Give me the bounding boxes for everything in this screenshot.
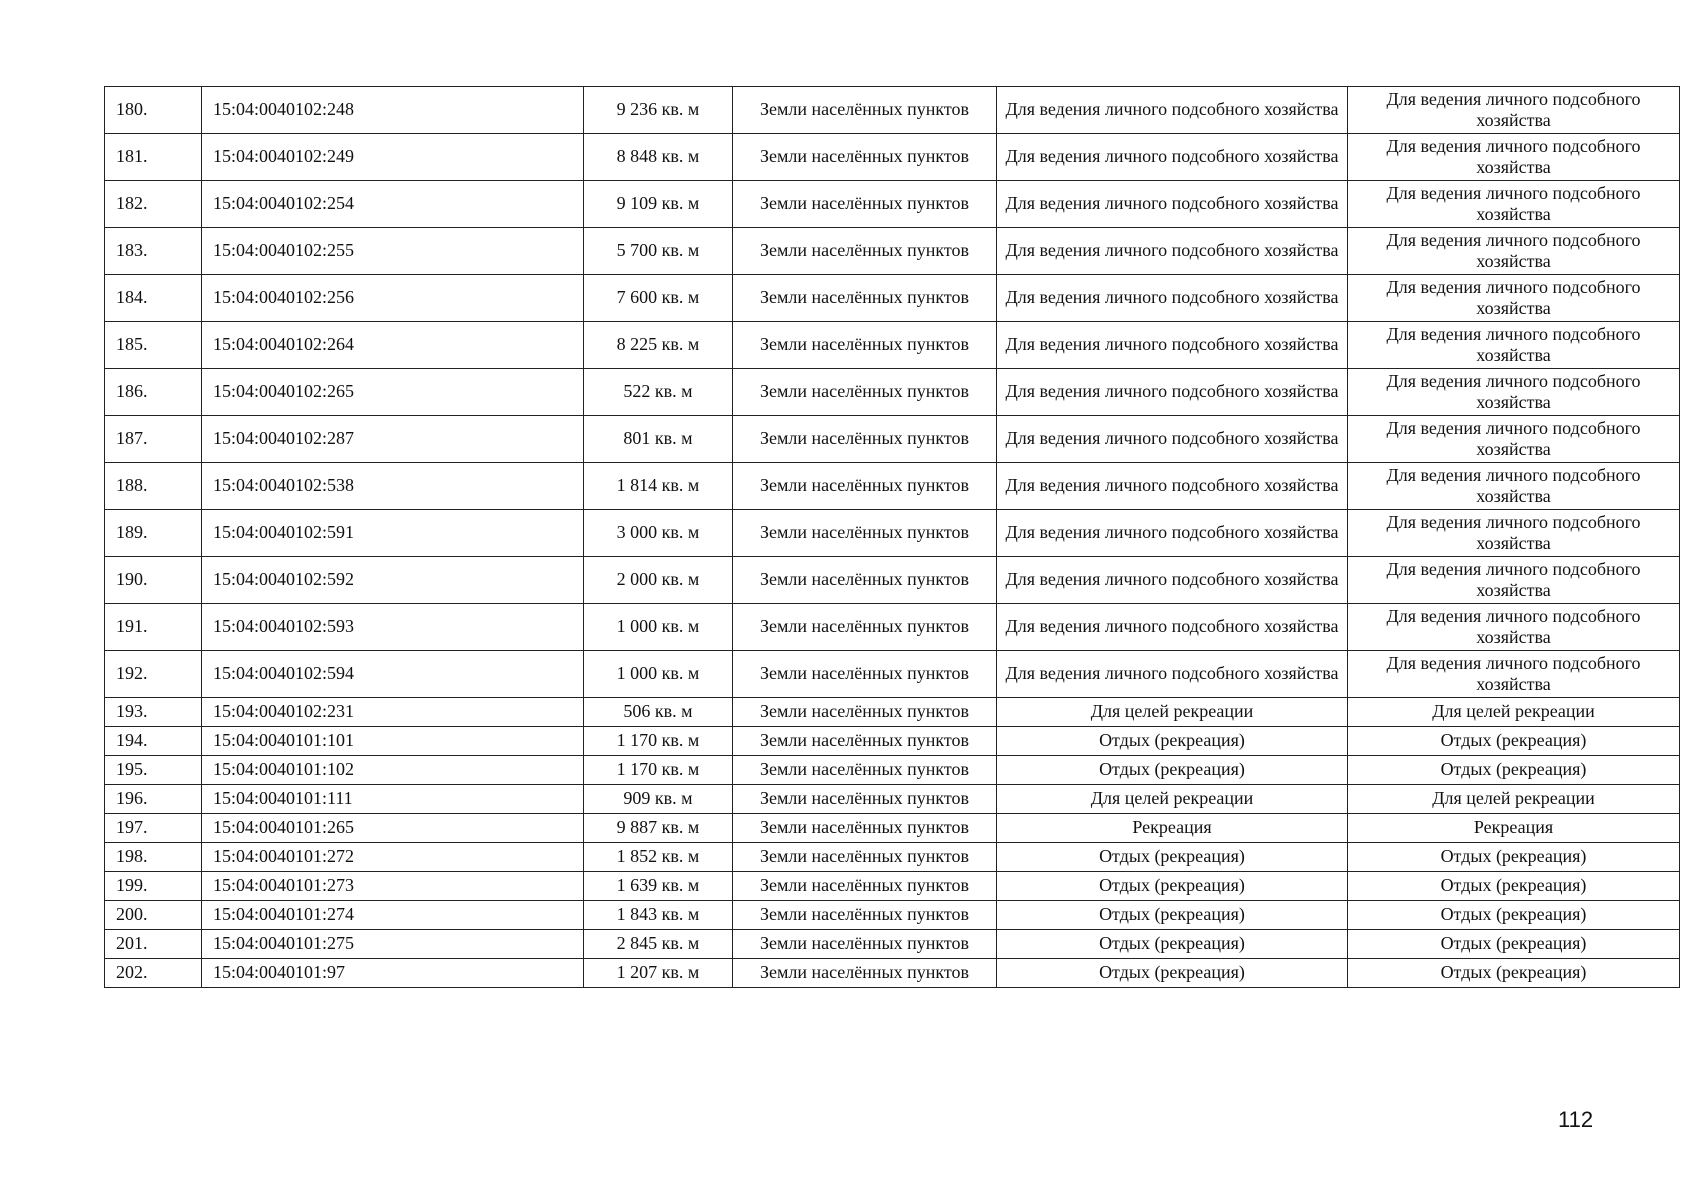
permitted-use-cell: Для ведения личного подсобного хозяйства xyxy=(997,416,1348,463)
table-row xyxy=(105,651,1680,698)
plot-area-cell: 3 000 кв. м xyxy=(584,510,733,557)
row-number-cell: 184. xyxy=(105,275,202,322)
cadastral-number-cell: 15:04:0040102:248 xyxy=(202,87,584,134)
row-number-cell: 187. xyxy=(105,416,202,463)
row-number-cell: 191. xyxy=(105,604,202,651)
actual-use-cell: Для целей рекреации xyxy=(1348,698,1680,727)
permitted-use-cell: Для целей рекреации xyxy=(997,698,1348,727)
permitted-use-cell: Для целей рекреации xyxy=(997,785,1348,814)
permitted-use-cell: Для ведения личного подсобного хозяйства xyxy=(997,510,1348,557)
row-number-cell: 185. xyxy=(105,322,202,369)
land-category-cell: Земли населённых пунктов xyxy=(733,87,997,134)
plot-area-cell: 8 225 кв. м xyxy=(584,322,733,369)
row-number-cell: 182. xyxy=(105,181,202,228)
table-row xyxy=(105,134,1680,181)
actual-use-cell: Отдых (рекреация) xyxy=(1348,930,1680,959)
plot-area-cell: 2 845 кв. м xyxy=(584,930,733,959)
table-row xyxy=(105,959,1680,988)
land-category-cell: Земли населённых пунктов xyxy=(733,814,997,843)
plot-area-cell: 522 кв. м xyxy=(584,369,733,416)
permitted-use-cell: Для ведения личного подсобного хозяйства xyxy=(997,651,1348,698)
cadastral-number-cell: 15:04:0040101:97 xyxy=(202,959,584,988)
row-number-cell: 181. xyxy=(105,134,202,181)
actual-use-cell: Для ведения личного подсобного хозяйства xyxy=(1348,275,1680,322)
cadastral-number-cell: 15:04:0040101:111 xyxy=(202,785,584,814)
table-row xyxy=(105,901,1680,930)
permitted-use-cell: Отдых (рекреация) xyxy=(997,959,1348,988)
land-category-cell: Земли населённых пунктов xyxy=(733,901,997,930)
cadastral-number-cell: 15:04:0040102:255 xyxy=(202,228,584,275)
land-category-cell: Земли населённых пунктов xyxy=(733,843,997,872)
cadastral-number-cell: 15:04:0040101:273 xyxy=(202,872,584,901)
actual-use-cell: Для ведения личного подсобного хозяйства xyxy=(1348,228,1680,275)
row-number-cell: 180. xyxy=(105,87,202,134)
actual-use-cell: Отдых (рекреация) xyxy=(1348,959,1680,988)
table-row xyxy=(105,930,1680,959)
actual-use-cell: Отдых (рекреация) xyxy=(1348,901,1680,930)
plot-area-cell: 1 170 кв. м xyxy=(584,756,733,785)
land-category-cell: Земли населённых пунктов xyxy=(733,651,997,698)
actual-use-cell: Для ведения личного подсобного хозяйства xyxy=(1348,651,1680,698)
row-number-cell: 183. xyxy=(105,228,202,275)
actual-use-cell: Отдых (рекреация) xyxy=(1348,843,1680,872)
table-row xyxy=(105,416,1680,463)
actual-use-cell: Для ведения личного подсобного хозяйства xyxy=(1348,87,1680,134)
plot-area-cell: 5 700 кв. м xyxy=(584,228,733,275)
table-row xyxy=(105,872,1680,901)
table-row xyxy=(105,181,1680,228)
row-number-cell: 194. xyxy=(105,727,202,756)
actual-use-cell: Для ведения личного подсобного хозяйства xyxy=(1348,134,1680,181)
actual-use-cell: Отдых (рекреация) xyxy=(1348,727,1680,756)
actual-use-cell: Для целей рекреации xyxy=(1348,785,1680,814)
cadastral-number-cell: 15:04:0040102:265 xyxy=(202,369,584,416)
plot-area-cell: 801 кв. м xyxy=(584,416,733,463)
plot-area-cell: 1 170 кв. м xyxy=(584,727,733,756)
land-category-cell: Земли населённых пунктов xyxy=(733,369,997,416)
cadastral-number-cell: 15:04:0040102:249 xyxy=(202,134,584,181)
table-row xyxy=(105,228,1680,275)
permitted-use-cell: Отдых (рекреация) xyxy=(997,727,1348,756)
permitted-use-cell: Для ведения личного подсобного хозяйства xyxy=(997,322,1348,369)
land-category-cell: Земли населённых пунктов xyxy=(733,930,997,959)
permitted-use-cell: Для ведения личного подсобного хозяйства xyxy=(997,275,1348,322)
plot-area-cell: 7 600 кв. м xyxy=(584,275,733,322)
plot-area-cell: 1 000 кв. м xyxy=(584,604,733,651)
land-category-cell: Земли населённых пунктов xyxy=(733,756,997,785)
actual-use-cell: Отдых (рекреация) xyxy=(1348,872,1680,901)
permitted-use-cell: Отдых (рекреация) xyxy=(997,756,1348,785)
actual-use-cell: Для ведения личного подсобного хозяйства xyxy=(1348,604,1680,651)
permitted-use-cell: Для ведения личного подсобного хозяйства xyxy=(997,604,1348,651)
table-row xyxy=(105,275,1680,322)
permitted-use-cell: Для ведения личного подсобного хозяйства xyxy=(997,87,1348,134)
cadastral-number-cell: 15:04:0040102:256 xyxy=(202,275,584,322)
plot-area-cell: 1 639 кв. м xyxy=(584,872,733,901)
land-category-cell: Земли населённых пунктов xyxy=(733,727,997,756)
actual-use-cell: Для ведения личного подсобного хозяйства xyxy=(1348,510,1680,557)
table-row xyxy=(105,698,1680,727)
row-number-cell: 189. xyxy=(105,510,202,557)
table-row xyxy=(105,557,1680,604)
table-row xyxy=(105,510,1680,557)
land-plots-table xyxy=(104,86,1680,988)
cadastral-number-cell: 15:04:0040102:538 xyxy=(202,463,584,510)
land-category-cell: Земли населённых пунктов xyxy=(733,872,997,901)
table-row xyxy=(105,604,1680,651)
plot-area-cell: 1 000 кв. м xyxy=(584,651,733,698)
row-number-cell: 200. xyxy=(105,901,202,930)
land-category-cell: Земли населённых пунктов xyxy=(733,557,997,604)
table-row xyxy=(105,814,1680,843)
row-number-cell: 192. xyxy=(105,651,202,698)
plot-area-cell: 9 887 кв. м xyxy=(584,814,733,843)
table-row xyxy=(105,369,1680,416)
permitted-use-cell: Для ведения личного подсобного хозяйства xyxy=(997,557,1348,604)
permitted-use-cell: Для ведения личного подсобного хозяйства xyxy=(997,463,1348,510)
row-number-cell: 196. xyxy=(105,785,202,814)
row-number-cell: 190. xyxy=(105,557,202,604)
cadastral-number-cell: 15:04:0040102:593 xyxy=(202,604,584,651)
row-number-cell: 188. xyxy=(105,463,202,510)
cadastral-number-cell: 15:04:0040101:102 xyxy=(202,756,584,785)
cadastral-number-cell: 15:04:0040101:101 xyxy=(202,727,584,756)
land-category-cell: Земли населённых пунктов xyxy=(733,181,997,228)
land-category-cell: Земли населённых пунктов xyxy=(733,275,997,322)
land-category-cell: Земли населённых пунктов xyxy=(733,510,997,557)
table-row xyxy=(105,785,1680,814)
actual-use-cell: Для ведения личного подсобного хозяйства xyxy=(1348,181,1680,228)
permitted-use-cell: Отдых (рекреация) xyxy=(997,843,1348,872)
plot-area-cell: 506 кв. м xyxy=(584,698,733,727)
permitted-use-cell: Для ведения личного подсобного хозяйства xyxy=(997,228,1348,275)
row-number-cell: 197. xyxy=(105,814,202,843)
plot-area-cell: 9 109 кв. м xyxy=(584,181,733,228)
land-category-cell: Земли населённых пунктов xyxy=(733,228,997,275)
row-number-cell: 186. xyxy=(105,369,202,416)
plot-area-cell: 2 000 кв. м xyxy=(584,557,733,604)
land-category-cell: Земли населённых пунктов xyxy=(733,322,997,369)
cadastral-number-cell: 15:04:0040102:287 xyxy=(202,416,584,463)
actual-use-cell: Для ведения личного подсобного хозяйства xyxy=(1348,416,1680,463)
land-category-cell: Земли населённых пунктов xyxy=(733,785,997,814)
land-category-cell: Земли населённых пунктов xyxy=(733,134,997,181)
cadastral-number-cell: 15:04:0040102:592 xyxy=(202,557,584,604)
cadastral-number-cell: 15:04:0040102:264 xyxy=(202,322,584,369)
actual-use-cell: Для ведения личного подсобного хозяйства xyxy=(1348,369,1680,416)
row-number-cell: 195. xyxy=(105,756,202,785)
table-row xyxy=(105,756,1680,785)
row-number-cell: 201. xyxy=(105,930,202,959)
actual-use-cell: Для ведения личного подсобного хозяйства xyxy=(1348,557,1680,604)
land-category-cell: Земли населённых пунктов xyxy=(733,463,997,510)
row-number-cell: 193. xyxy=(105,698,202,727)
land-category-cell: Земли населённых пунктов xyxy=(733,604,997,651)
land-category-cell: Земли населённых пунктов xyxy=(733,416,997,463)
plot-area-cell: 1 814 кв. м xyxy=(584,463,733,510)
cadastral-number-cell: 15:04:0040101:265 xyxy=(202,814,584,843)
table-row xyxy=(105,843,1680,872)
cadastral-number-cell: 15:04:0040102:591 xyxy=(202,510,584,557)
cadastral-number-cell: 15:04:0040102:254 xyxy=(202,181,584,228)
page-number: 112 xyxy=(1558,1107,1594,1132)
permitted-use-cell: Для ведения личного подсобного хозяйства xyxy=(997,181,1348,228)
actual-use-cell: Отдых (рекреация) xyxy=(1348,756,1680,785)
actual-use-cell: Рекреация xyxy=(1348,814,1680,843)
permitted-use-cell: Рекреация xyxy=(997,814,1348,843)
table-row xyxy=(105,463,1680,510)
permitted-use-cell: Для ведения личного подсобного хозяйства xyxy=(997,369,1348,416)
land-category-cell: Земли населённых пунктов xyxy=(733,698,997,727)
row-number-cell: 198. xyxy=(105,843,202,872)
cadastral-number-cell: 15:04:0040101:272 xyxy=(202,843,584,872)
permitted-use-cell: Отдых (рекреация) xyxy=(997,901,1348,930)
plot-area-cell: 8 848 кв. м xyxy=(584,134,733,181)
table-row xyxy=(105,322,1680,369)
permitted-use-cell: Отдых (рекреация) xyxy=(997,930,1348,959)
plot-area-cell: 1 207 кв. м xyxy=(584,959,733,988)
table-row xyxy=(105,87,1680,134)
row-number-cell: 199. xyxy=(105,872,202,901)
plot-area-cell: 9 236 кв. м xyxy=(584,87,733,134)
land-category-cell: Земли населённых пунктов xyxy=(733,959,997,988)
plot-area-cell: 1 843 кв. м xyxy=(584,901,733,930)
plot-area-cell: 1 852 кв. м xyxy=(584,843,733,872)
plot-area-cell: 909 кв. м xyxy=(584,785,733,814)
cadastral-number-cell: 15:04:0040101:274 xyxy=(202,901,584,930)
actual-use-cell: Для ведения личного подсобного хозяйства xyxy=(1348,463,1680,510)
row-number-cell: 202. xyxy=(105,959,202,988)
cadastral-number-cell: 15:04:0040102:231 xyxy=(202,698,584,727)
permitted-use-cell: Для ведения личного подсобного хозяйства xyxy=(997,134,1348,181)
table-row xyxy=(105,727,1680,756)
table-body xyxy=(105,87,1680,988)
cadastral-number-cell: 15:04:0040102:594 xyxy=(202,651,584,698)
permitted-use-cell: Отдых (рекреация) xyxy=(997,872,1348,901)
cadastral-number-cell: 15:04:0040101:275 xyxy=(202,930,584,959)
actual-use-cell: Для ведения личного подсобного хозяйства xyxy=(1348,322,1680,369)
